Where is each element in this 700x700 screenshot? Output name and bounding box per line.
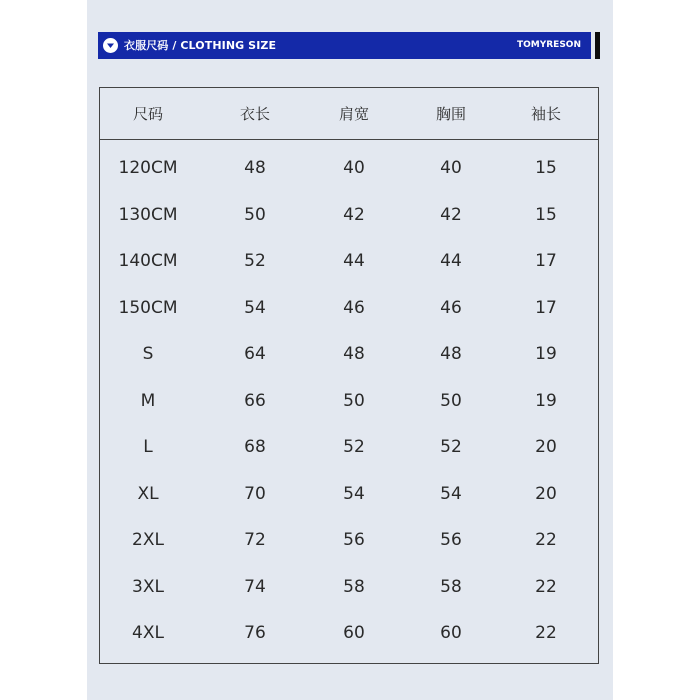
size-cell: 4XL	[132, 623, 164, 643]
length-cell: 76	[244, 623, 266, 643]
length-cell: 74	[244, 576, 266, 597]
header-size: 尺码	[132, 105, 163, 123]
sleeve-cell: 20	[535, 437, 557, 457]
title-banner	[98, 32, 591, 59]
shoulder-cell: 52	[343, 437, 365, 457]
size-cell: S	[142, 344, 154, 364]
chest-cell: 52	[440, 437, 462, 457]
brand-name: TOMYRESON	[516, 40, 581, 50]
size-cell: 3XL	[132, 576, 164, 597]
length-cell: 66	[244, 390, 266, 411]
length-cell: 68	[244, 437, 266, 457]
sleeve-cell: 19	[535, 344, 557, 364]
table-row	[100, 238, 598, 285]
chest-cell: 56	[440, 530, 462, 550]
sleeve-cell: 17	[535, 297, 557, 318]
shoulder-cell: 60	[343, 623, 365, 643]
shoulder-cell: 54	[343, 483, 365, 504]
chest-cell: 42	[440, 204, 462, 225]
length-cell: 64	[244, 344, 266, 364]
header-shoulder: 肩宽	[338, 105, 369, 123]
chest-cell: 40	[440, 158, 462, 178]
chest-cell: 46	[440, 297, 462, 318]
size-cell: L	[143, 437, 153, 457]
size-table	[99, 87, 599, 664]
size-cell: 2XL	[132, 530, 164, 550]
size-cell: 120CM	[118, 158, 178, 178]
length-cell: 70	[244, 483, 266, 504]
header-length: 衣长	[239, 105, 270, 123]
chevron-down-circle-icon	[103, 38, 118, 53]
chest-cell: 50	[440, 390, 462, 411]
table-row	[100, 471, 598, 518]
chest-cell: 58	[440, 576, 462, 597]
length-cell: 52	[244, 251, 266, 271]
sleeve-cell: 15	[535, 204, 557, 225]
shoulder-cell: 56	[343, 530, 365, 550]
size-cell: 140CM	[118, 251, 178, 271]
banner-title: 衣服尺码 / CLOTHING SIZE	[124, 39, 277, 52]
header-chest: 胸围	[435, 105, 466, 123]
header-sleeve: 袖长	[530, 105, 561, 123]
table-row	[100, 285, 598, 332]
sleeve-cell: 22	[535, 623, 557, 643]
size-cell: M	[140, 390, 156, 411]
sleeve-cell: 15	[535, 158, 557, 178]
shoulder-cell: 50	[343, 390, 365, 411]
accent-bar	[595, 32, 600, 59]
table-row	[100, 145, 598, 192]
length-cell: 50	[244, 204, 266, 225]
shoulder-cell: 58	[343, 576, 365, 597]
sleeve-cell: 17	[535, 251, 557, 271]
chest-cell: 44	[440, 251, 462, 271]
sleeve-cell: 22	[535, 530, 557, 550]
table-row	[100, 610, 598, 657]
shoulder-cell: 48	[343, 344, 365, 364]
table-row	[100, 331, 598, 378]
table-row	[100, 517, 598, 564]
length-cell: 72	[244, 530, 266, 550]
length-cell: 48	[244, 158, 266, 178]
shoulder-cell: 40	[343, 158, 365, 178]
table-row	[100, 564, 598, 611]
table-header-row	[100, 88, 598, 140]
shoulder-cell: 46	[343, 297, 365, 318]
size-cell: 150CM	[118, 297, 178, 318]
chest-cell: 48	[440, 344, 462, 364]
table-row	[100, 424, 598, 471]
length-cell: 54	[244, 297, 266, 318]
chest-cell: 54	[440, 483, 462, 504]
sleeve-cell: 20	[535, 483, 557, 504]
table-row	[100, 378, 598, 425]
table-row	[100, 192, 598, 239]
size-cell: XL	[137, 483, 159, 504]
sleeve-cell: 22	[535, 576, 557, 597]
size-cell: 130CM	[118, 204, 178, 225]
shoulder-cell: 42	[343, 204, 365, 225]
shoulder-cell: 44	[343, 251, 365, 271]
chest-cell: 60	[440, 623, 462, 643]
sleeve-cell: 19	[535, 390, 557, 411]
